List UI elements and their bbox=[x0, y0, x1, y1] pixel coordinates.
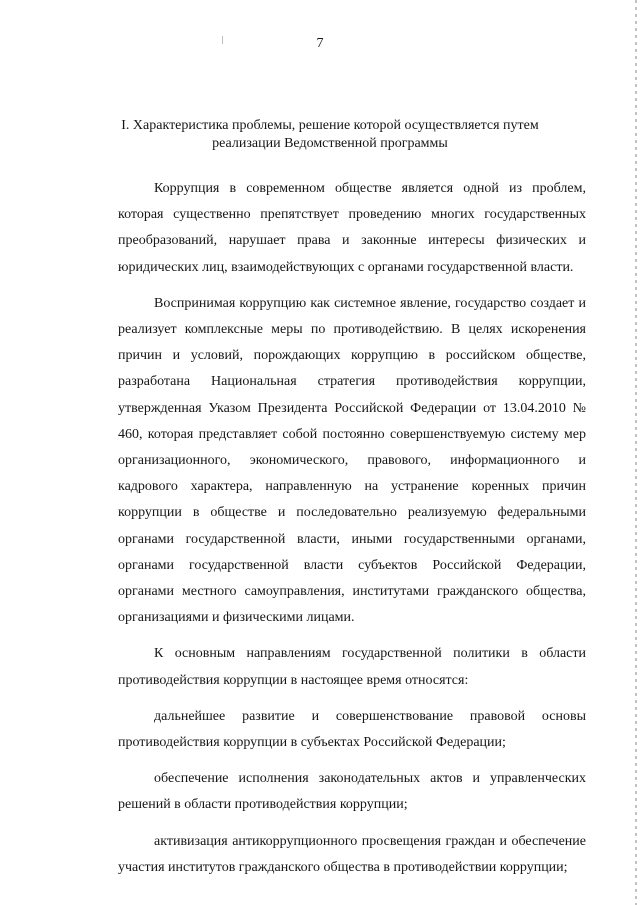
paragraph-direction-education: активизация антикоррупционного просвещения граждан и обеспечение участия институтов гражданского общества в противодействии коррупции; bbox=[118, 833, 586, 875]
paragraph-direction-enforcement: обеспечение исполнения законодательных актов и управленческих решений в области противодействия коррупции; bbox=[118, 771, 586, 813]
scan-edge-artifact bbox=[635, 0, 637, 905]
paragraph-policy-directions-intro: К основным направлениям государственной политики в области противодействия коррупции в настоящее время относятся: bbox=[118, 646, 586, 688]
paragraph-direction-legal-basis: дальнейшее развитие и совершенствование правовой основы противодействия коррупции в субъектах Российской Федерации; bbox=[118, 708, 586, 751]
section-heading: I. Характеристика проблемы, решение которой осуществляется путем реализации Ведомственной программы bbox=[121, 118, 539, 151]
document-body bbox=[118, 176, 586, 891]
paragraph-corruption-problem: Коррупция в современном обществе является одной из проблем, которая существенно препятствует проведению многих государственных преобразований, нарушает права и законные интересы физических и юридических лиц, взаимодействующих с органами государственной власти. bbox=[118, 181, 586, 275]
paragraph-national-strategy: Воспринимая коррупцию как системное явление, государство создает и реализует комплексные меры по противодействию. В целях искоренения причин и условий, порождающих коррупцию в российском обществе, разработана Национальная стратегия противодействия коррупции, утвержденная Указом Президента Российской Федерации от 13.04.2010 № 460, которая представляет собой постоянно совершенствуемую систему мер организационного, экономического, правового, информационного и кадрового характера, направленную на устранение коренных причин коррупции в обществе и последовательно реализуемую федеральными органами государственной власти, иными государственными органами, органами государственной власти субъектов Российской Федерации, органами местного самоуправления, институтами гражданского общества, организациями и физическими лицами. bbox=[118, 295, 586, 626]
page-number: 7 bbox=[316, 36, 324, 51]
